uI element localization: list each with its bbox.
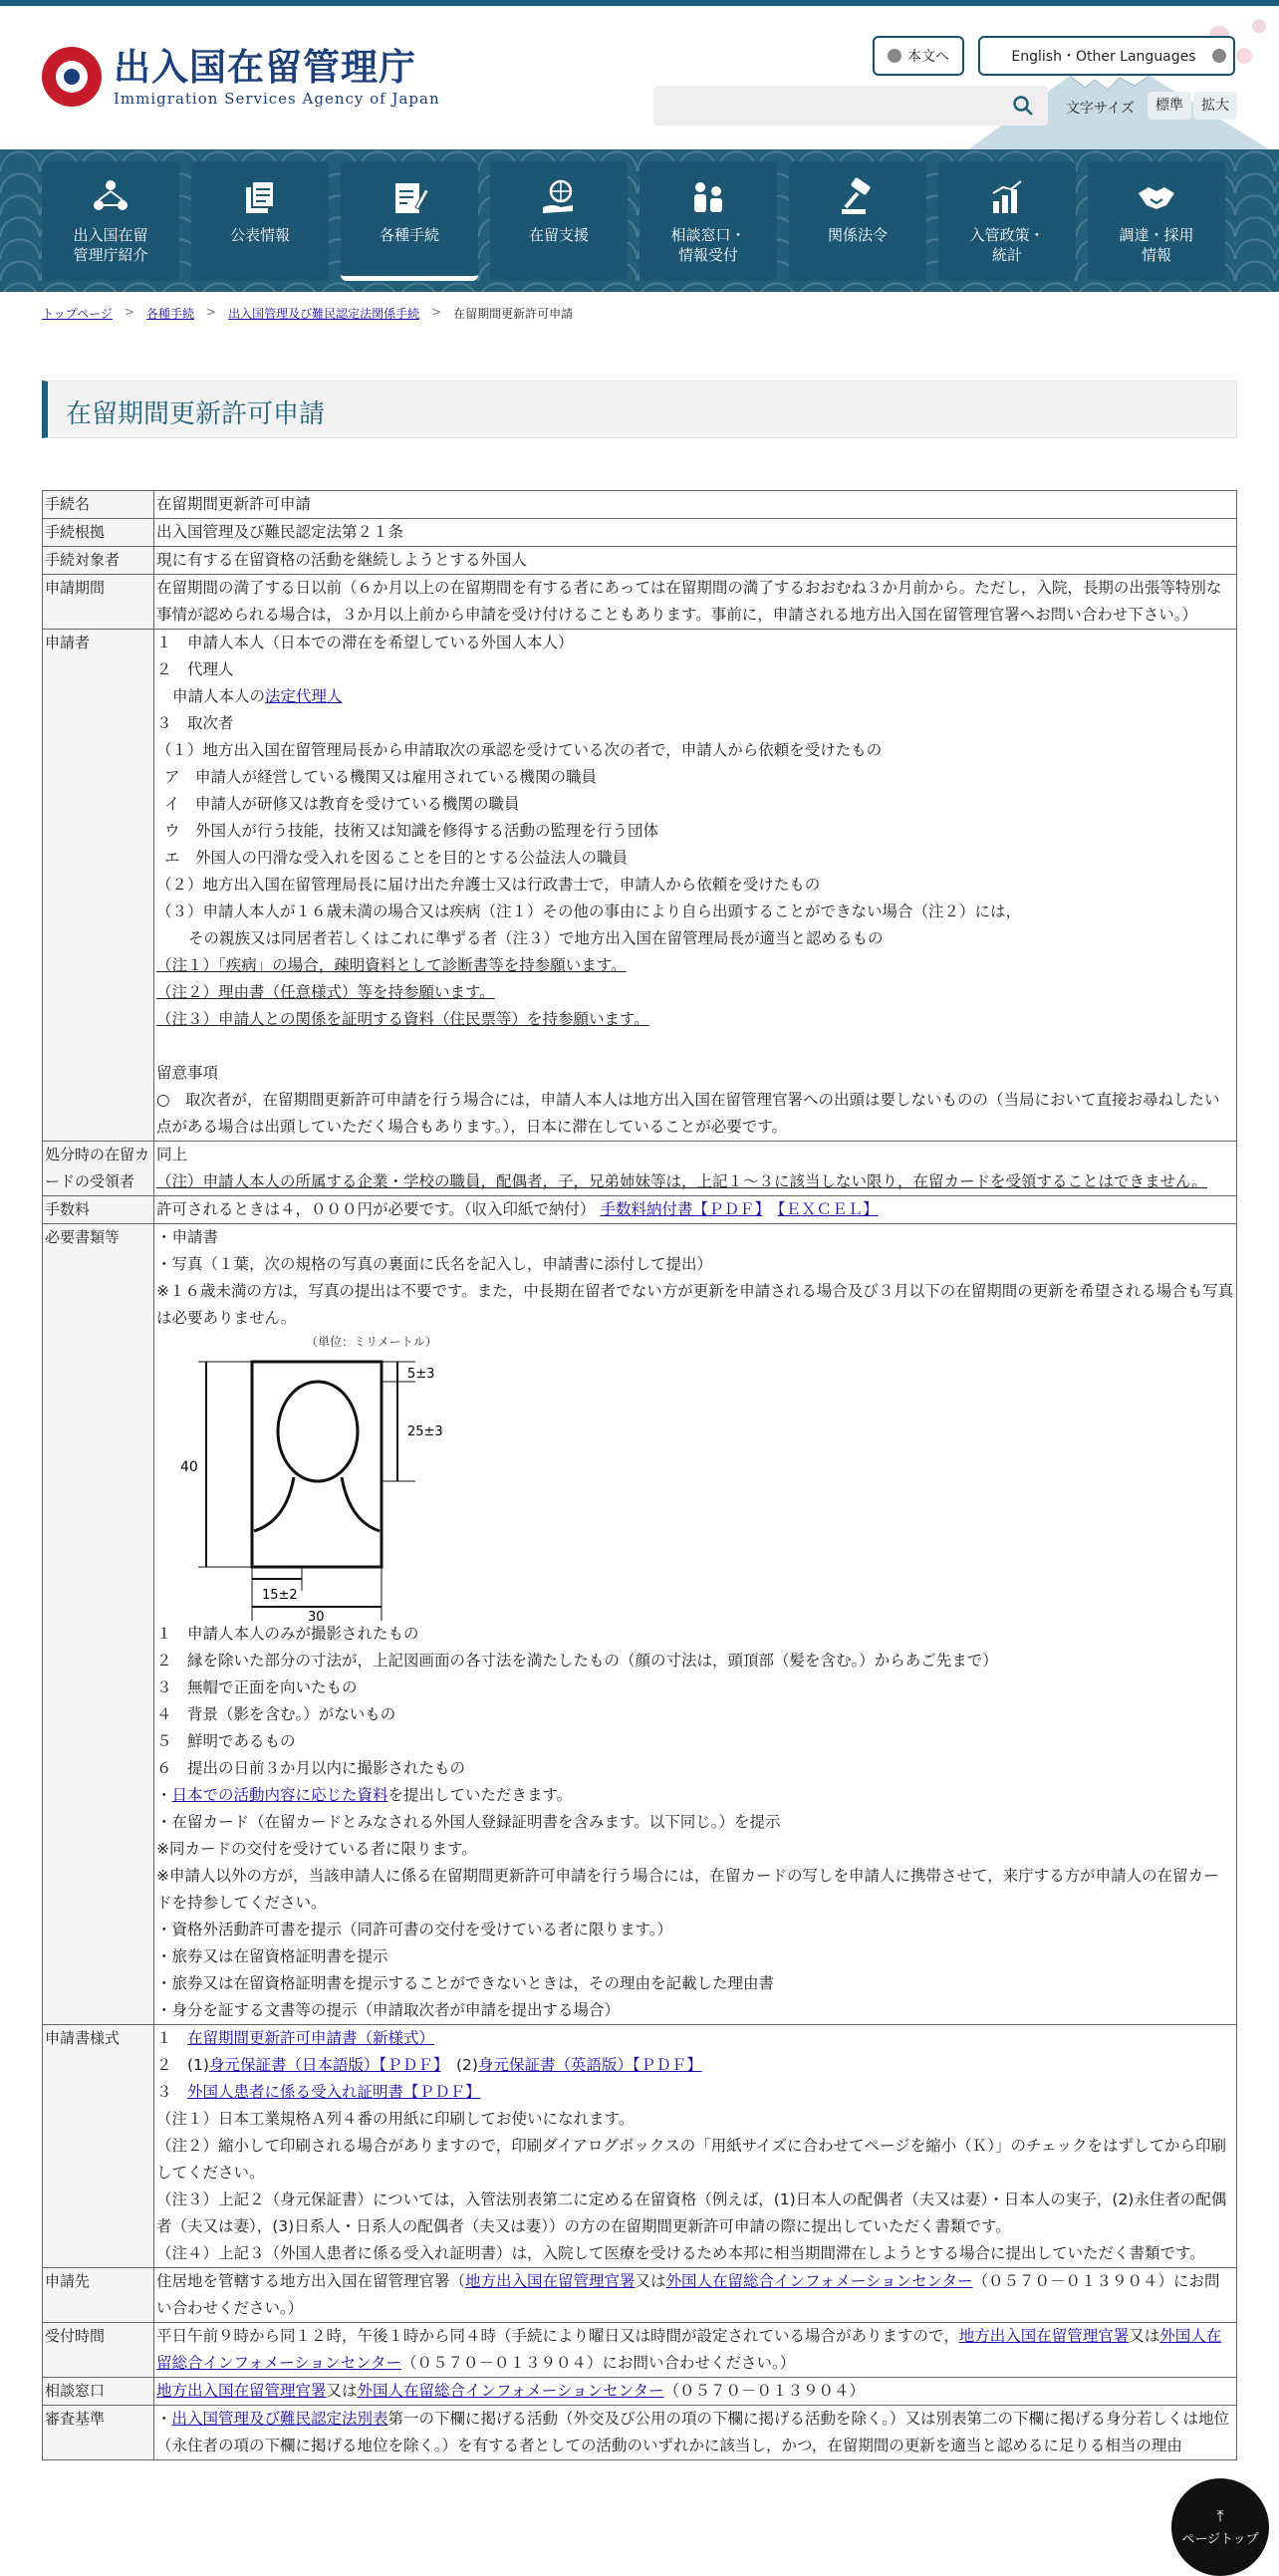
site-logo[interactable] bbox=[42, 46, 440, 108]
guarantee-ja-pdf-link[interactable]: 身元保証書（日本語版）【ＰＤＦ】 bbox=[208, 2056, 441, 2074]
text-line: エ 外国人の円滑な受入れを図ることを目的とする公益法人の職員 bbox=[164, 849, 629, 867]
text-line: ※１６歳未満の方は，写真の提出は不要です。また，中長期在留者でない方が更新を申請される場合及び３月以下の在留期間の更新を希望される場合も写真は必要ありません。 bbox=[156, 1282, 1234, 1327]
nav-item-policy-statistics[interactable] bbox=[938, 161, 1076, 281]
breadcrumb bbox=[42, 305, 573, 322]
table-row bbox=[43, 2025, 1237, 2268]
text-line: ・写真（１葉，次の規格の写真の裏面に氏名を記入し，申請書に添付して提出） bbox=[156, 1255, 713, 1273]
row-value: 現に有する在留資格の活動を継続しようとする外国人 bbox=[154, 547, 1237, 575]
nav-label: 調達・採用 情報 bbox=[1119, 226, 1194, 264]
people-network-icon bbox=[91, 177, 130, 217]
text: 又は bbox=[1129, 2327, 1160, 2345]
diagram-top-margin: 5±3 bbox=[407, 1367, 435, 1382]
text: （０５７０－０１３９０４）にお問い合わせください。） bbox=[156, 2272, 1220, 2317]
text-line: ※同カードの交付を受けている者に限ります。 bbox=[156, 1840, 477, 1858]
regional-office-link[interactable]: 地方出入国在留管理官署 bbox=[958, 2327, 1130, 2345]
nav-label: 関係法令 bbox=[827, 226, 888, 244]
text-line bbox=[156, 2079, 1234, 2106]
patient-certificate-pdf-link[interactable]: 外国人患者に係る受入れ証明書【ＰＤＦ】 bbox=[187, 2083, 481, 2101]
breadcrumb-top[interactable]: トップページ bbox=[42, 307, 113, 321]
row-value bbox=[154, 2268, 1237, 2323]
nav-label: 入管政策・ 統計 bbox=[969, 226, 1045, 264]
nav-item-support[interactable] bbox=[490, 161, 628, 281]
breadcrumb-immigration-procedures[interactable]: 出入国管理及び難民認定法関係手続 bbox=[228, 307, 420, 321]
row-value bbox=[154, 2406, 1237, 2460]
text-line bbox=[156, 683, 1234, 710]
search-icon[interactable] bbox=[1012, 95, 1034, 117]
table-row bbox=[43, 2378, 1237, 2406]
nav-label: 各種手続 bbox=[379, 226, 439, 244]
text: ・ bbox=[156, 2410, 172, 2428]
row-header: 手続根拠 bbox=[43, 519, 154, 547]
info-center-link[interactable]: 外国人在留総合インフォメーションセンター bbox=[156, 2327, 1222, 2372]
chevron-right-icon: > bbox=[431, 305, 442, 319]
table-row bbox=[43, 491, 1237, 519]
text-line: １ 申請人本人（日本での滞在を希望している外国人本人） bbox=[156, 634, 574, 651]
immigration-act-table-link[interactable]: 出入国管理及び難民認定法別表 bbox=[171, 2410, 388, 2428]
row-value bbox=[154, 2378, 1237, 2406]
text: 又は bbox=[326, 2382, 358, 2400]
table-row bbox=[43, 2406, 1237, 2460]
consultation-icon bbox=[688, 177, 728, 217]
row-header: 相談窓口 bbox=[43, 2378, 154, 2406]
info-center-link[interactable]: 外国人在留総合インフォメーションセンター bbox=[665, 2272, 973, 2290]
table-row bbox=[43, 2323, 1237, 2378]
nav-label: 出入国在留 管理庁紹介 bbox=[73, 226, 148, 264]
documents-icon bbox=[240, 177, 280, 217]
text-line: ６ 提出の日前３か月以内に撮影されたもの bbox=[156, 1759, 466, 1777]
arrow-up-icon: ⤒ bbox=[1216, 2506, 1224, 2525]
text-line: （３）申請人本人が１６歳未満の場合又は疾病（注１）その他の事由により自ら出頭することができない場合（注２）には， bbox=[156, 902, 1022, 920]
text: 申請人本人の bbox=[172, 687, 266, 705]
row-header: 審査基準 bbox=[43, 2406, 154, 2460]
text: 住居地を管轄する地方出入国在留管理官署（ bbox=[156, 2272, 466, 2290]
row-header: 申請期間 bbox=[43, 575, 154, 630]
note-line: （注３）申請人との関係を証明する資料（住民票等）を持参願います。 bbox=[156, 1010, 649, 1028]
row-header: 申請書様式 bbox=[43, 2025, 154, 2268]
table-row bbox=[43, 547, 1237, 575]
logo-title-en: Immigration Services Agency of Japan bbox=[114, 90, 440, 108]
text-line: ※申請人以外の方が，当該申請人に係る在留期間更新許可申請を行う場合には，在留カードの写しを申請人に携帯させて，来庁する方が申請人の在留カードを持参してください。 bbox=[156, 1867, 1219, 1912]
text-line: ・在留カード（在留カードとみなされる外国人登録証明書を含みます。以下同じ。）を提示 bbox=[156, 1813, 781, 1831]
breadcrumb-procedures[interactable]: 各種手続 bbox=[145, 307, 194, 321]
text-line: （注３）上記２（身元保証書）については，入管法別表第二に定める在留資格（例えば，(1)日本人の配偶者（夫又は妻）・日本人の実子，(2)永住者の配偶者（夫又は妻），(3)日系人・日系人の配偶者（夫又は妻））の方の在留期間更新許可申請の際に提出していただく書類です。 bbox=[156, 2190, 1227, 2235]
fee-pdf-link[interactable]: 手数料納付書【ＰＤＦ】 bbox=[600, 1200, 763, 1218]
font-size-label: 文字サイズ bbox=[1066, 101, 1135, 117]
diagram-side-margin: 15±2 bbox=[262, 1588, 298, 1603]
nav-item-consultation[interactable] bbox=[640, 161, 777, 281]
text-line: １ 申請人本人のみが撮影されたもの bbox=[156, 1625, 419, 1643]
global-nav bbox=[0, 149, 1279, 292]
nav-label: 相談窓口・ 情報受付 bbox=[670, 226, 746, 264]
row-value bbox=[154, 1196, 1237, 1224]
hand-globe-icon bbox=[539, 177, 579, 217]
text-line: ア 申請人が経営している機関又は雇用されている機関の職員 bbox=[164, 768, 598, 786]
text: ３ bbox=[156, 2083, 188, 2101]
chevron-right-icon: > bbox=[124, 305, 134, 319]
text: (2) bbox=[440, 2056, 478, 2074]
table-row bbox=[43, 2268, 1237, 2323]
row-header: 申請先 bbox=[43, 2268, 154, 2323]
site-header bbox=[0, 6, 1279, 149]
procedure-table bbox=[42, 490, 1237, 2460]
text-line: ・資格外活動許可書を提示（同許可書の交付を受けている者に限ります。） bbox=[156, 1921, 673, 1938]
row-header: 受付時間 bbox=[43, 2323, 154, 2378]
row-value bbox=[154, 2025, 1237, 2268]
photo-size-diagram bbox=[176, 1332, 475, 1621]
agency-emblem-icon bbox=[42, 47, 102, 107]
fee-excel-link[interactable]: 【ＥＸＣＥＬ】 bbox=[777, 1200, 879, 1218]
chevron-right-icon: > bbox=[206, 305, 217, 319]
text-line: （注４）上記３（外国人患者に係る受入れ証明書）は，入院して医療を受けるため本邦に相当期間滞在しようとする場合に提出していただく書類です。 bbox=[156, 2244, 1205, 2262]
diagram-face-height: 25±3 bbox=[407, 1424, 443, 1439]
diagram-height: 40 bbox=[180, 1459, 198, 1475]
text-line: ５ 鮮明であるもの bbox=[156, 1732, 296, 1750]
spacer bbox=[156, 1033, 1234, 1060]
text-line: 同上 bbox=[156, 1146, 188, 1163]
page-title-box bbox=[42, 381, 1237, 438]
regional-office-link[interactable]: 地方出入国在留管理官署 bbox=[156, 2382, 327, 2400]
nav-item-laws[interactable] bbox=[789, 161, 926, 281]
font-size-standard-button[interactable]: 標準 bbox=[1148, 92, 1191, 120]
page-top-label: ページトップ bbox=[1181, 2532, 1259, 2547]
row-value bbox=[154, 1224, 1237, 2025]
note-line: （注２）理由書（任意様式）等を持参願います。 bbox=[156, 983, 495, 1001]
text: 又は bbox=[635, 2272, 666, 2290]
text-line: ３ 取次者 bbox=[156, 714, 234, 732]
language-button[interactable] bbox=[978, 36, 1235, 76]
nav-label: 在留支援 bbox=[528, 226, 589, 244]
text-line: その親族又は同居者若しくはこれに準ずる者（注３）で地方出入国在留管理局長が適当と認めるもの bbox=[188, 929, 884, 947]
table-row bbox=[43, 575, 1237, 630]
text-line: ウ 外国人が行う技能，技術又は知識を修得する活動の監理を行う団体 bbox=[164, 822, 659, 840]
row-value: 在留期間更新許可申請 bbox=[154, 491, 1237, 519]
row-value: 在留期間の満了する日以前（６か月以上の在留期間を有する者にあっては在留期間の満了するおおむね３か月前から。ただし，入院，長期の出張等特別な事情が認められる場合は，３か月以上前から申請を受け付けることもあります。事前に，申請される地方出入国在留管理官署へお問い合わせ下さい。） bbox=[154, 575, 1237, 630]
row-header: 必要書類等 bbox=[43, 1224, 154, 2025]
text: 第一の下欄に掲げる活動（外交及び公用の項の下欄に掲げる活動を除く。）又は別表第二の下欄に掲げる身分若しくは地位（永住者の項の下欄に掲げる地位を除く。）を有する者としての活動のいずれかに該当し，かつ，在留期間の更新を適当と認めるに足りる相当の理由 bbox=[156, 2410, 1229, 2454]
row-value bbox=[154, 2323, 1237, 2378]
handshake-icon bbox=[1137, 177, 1176, 217]
nav-item-publications[interactable] bbox=[191, 161, 329, 281]
row-header: 手続名 bbox=[43, 491, 154, 519]
gavel-icon bbox=[838, 177, 878, 217]
info-center-link[interactable]: 外国人在留総合インフォメーションセンター bbox=[357, 2382, 664, 2400]
text: 平日午前９時から同１２時，午後１時から同４時（手続により曜日又は時間が設定されている場合がありますので， bbox=[156, 2327, 959, 2345]
logo-title-ja: 出入国在留管理庁 bbox=[114, 46, 416, 89]
text-line: （１）地方出入国在留管理局長から申請取次の承認を受けている次の者で，申請人から依頼を受けたもの bbox=[156, 741, 883, 759]
skip-label: 本文へ bbox=[907, 49, 949, 65]
font-size-large-button[interactable]: 拡大 bbox=[1193, 92, 1237, 120]
text-line: ・旅券又は在留資格証明書を提示することができないときは，その理由を記載した理由書 bbox=[156, 1974, 775, 1992]
nav-item-about[interactable] bbox=[42, 161, 179, 281]
text-line: （注２）縮小して印刷される場合がありますので，印刷ダイアログボックスの「用紙サイズに合わせてページを縮小（Ｋ）」のチェックをはずしてから印刷してください。 bbox=[156, 2137, 1227, 2182]
search-box[interactable] bbox=[653, 86, 1048, 126]
guarantee-en-pdf-link[interactable]: 身元保証書（英語版）【ＰＤＦ】 bbox=[477, 2056, 702, 2074]
table-row bbox=[43, 519, 1237, 547]
text-line: ・身分を証する文書等の提示（申請取次者が申請を提出する場合） bbox=[156, 2001, 621, 2019]
regional-office-link[interactable]: 地方出入国在留管理官署 bbox=[465, 2272, 636, 2290]
bar-chart-icon bbox=[987, 177, 1027, 217]
diagram-width: 30 bbox=[308, 1610, 325, 1621]
application-form-link[interactable]: 在留期間更新許可申請書（新様式） bbox=[187, 2029, 435, 2047]
table-row bbox=[43, 1196, 1237, 1224]
mount-fuji-illustration bbox=[960, 6, 1279, 155]
circle-icon bbox=[888, 49, 901, 63]
text-line: ３ 無帽で正面を向いたもの bbox=[156, 1678, 358, 1696]
page-title: 在留期間更新許可申請 bbox=[66, 399, 326, 429]
skip-to-content-button[interactable] bbox=[873, 36, 964, 76]
nav-label: 公表情報 bbox=[229, 226, 290, 244]
row-value bbox=[154, 1142, 1237, 1196]
table-row bbox=[43, 1224, 1237, 2025]
nav-item-procurement[interactable] bbox=[1088, 161, 1225, 281]
text-line: ・旅券又は在留資格証明書を提示 bbox=[156, 1947, 388, 1965]
text-line: ２ 縁を除いた部分の寸法が，上記図画面の各寸法を満たしたもの（顔の寸法は，頭頂部（髪を含む。）からあご先まで） bbox=[156, 1652, 998, 1670]
fee-text: 許可されるときは４，０００円が必要です。（収入印紙で納付） bbox=[156, 1200, 596, 1218]
text: １ bbox=[156, 2029, 188, 2047]
text-line: イ 申請人が研修又は教育を受けている機関の職員 bbox=[164, 795, 520, 813]
note-line: （注１）「疾病」の場合，疎明資料として診断書等を持参願います。 bbox=[156, 956, 627, 974]
text: ２ (1) bbox=[156, 2056, 209, 2074]
text: （０５７０－０１３９０４） bbox=[663, 2382, 866, 2400]
activity-documents-link[interactable]: 日本での活動内容に応じた資料 bbox=[171, 1786, 388, 1804]
text-line: ・日本での活動内容に応じた資料を提出していただきます。 bbox=[156, 1786, 573, 1804]
caution-text: ○ 取次者が，在留期間更新許可申請を行う場合には，申請人本人は地方出入国在留管理官署への出頭は要しないものの（当局において直接お尋ねしたい点がある場合は出頭していただく場合もあります。），日本に滞在していることが必要です。 bbox=[156, 1091, 1220, 1136]
text-line bbox=[156, 2052, 1234, 2079]
row-value bbox=[154, 630, 1237, 1142]
language-label: English・Other Languages bbox=[1011, 49, 1196, 65]
diagram-unit: （単位：ミリメートル） bbox=[306, 1335, 437, 1349]
text: （０５７０－０１３９０４）にお問い合わせください。） bbox=[401, 2354, 796, 2372]
text-line: ２ 代理人 bbox=[156, 660, 234, 678]
text-line: （注１）日本工業規格Ａ列４番の用紙に印刷してお使いになれます。 bbox=[156, 2110, 635, 2128]
close-circle-icon bbox=[1212, 49, 1226, 63]
row-header: 手続対象者 bbox=[43, 547, 154, 575]
form-edit-icon bbox=[389, 177, 429, 217]
text: を提出していただきます。 bbox=[387, 1786, 573, 1804]
text-line: ４ 背景（影を含む。）がないもの bbox=[156, 1705, 396, 1723]
text-line: ・申請書 bbox=[156, 1228, 219, 1246]
table-row bbox=[43, 630, 1237, 1142]
row-header: 手数料 bbox=[43, 1196, 154, 1224]
nav-item-procedures[interactable] bbox=[341, 161, 478, 281]
legal-representative-link[interactable]: 法定代理人 bbox=[265, 687, 343, 705]
note-line: （注）申請人本人の所属する企業・学校の職員，配偶者，子，兄弟姉妹等は，上記１～３に該当しない限り，在留カードを受領することはできません。 bbox=[156, 1172, 1207, 1190]
text-line: （２）地方出入国在留管理局長に届け出た弁護士又は行政書士で，申請人から依頼を受けたもの bbox=[156, 876, 821, 894]
row-header: 処分時の在留カードの受領者 bbox=[43, 1142, 154, 1196]
row-header: 申請者 bbox=[43, 630, 154, 1142]
caution-heading: 留意事項 bbox=[156, 1064, 219, 1082]
text-line bbox=[156, 2025, 1234, 2052]
breadcrumb-current: 在留期間更新許可申請 bbox=[453, 307, 574, 321]
table-row bbox=[43, 1142, 1237, 1196]
page-top-button[interactable] bbox=[1171, 2478, 1269, 2576]
row-value: 出入国管理及び難民認定法第２１条 bbox=[154, 519, 1237, 547]
